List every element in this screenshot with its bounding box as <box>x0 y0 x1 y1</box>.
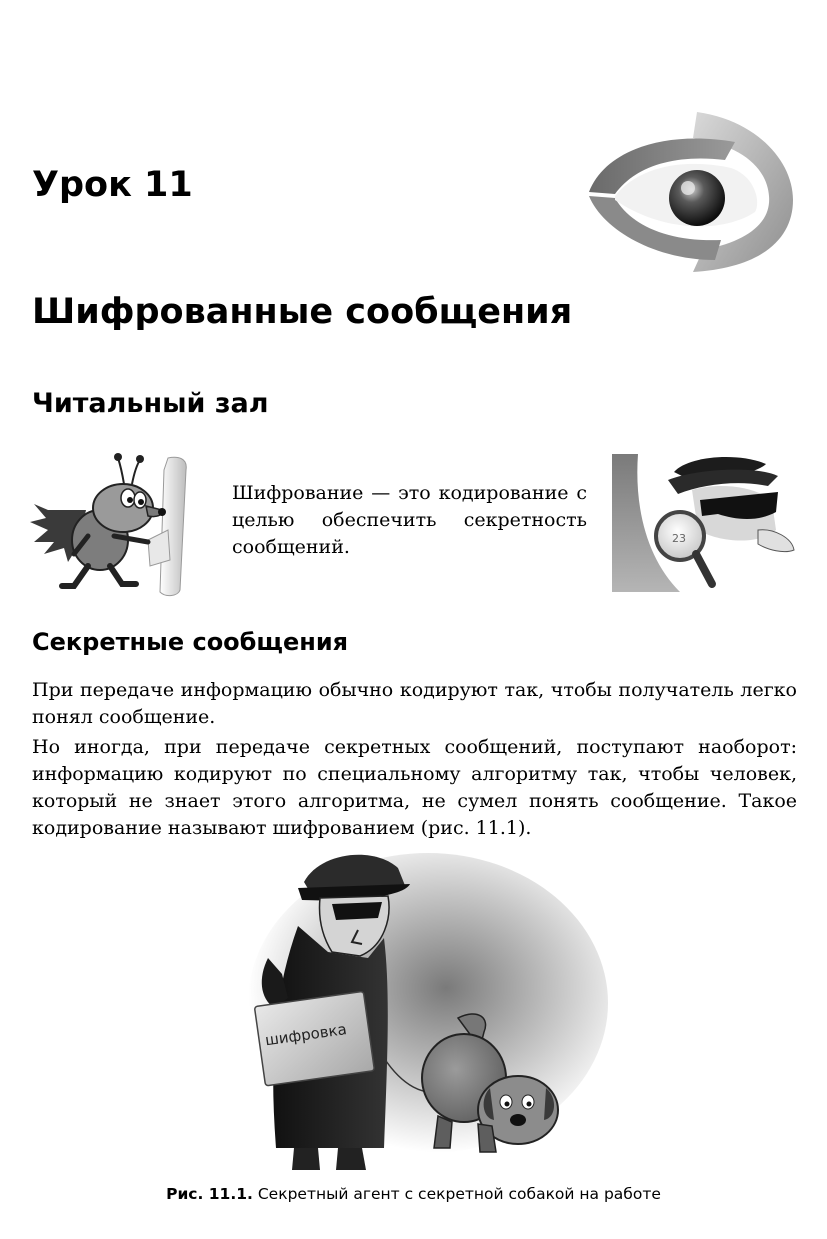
section-heading-reading-room: Читальный зал <box>32 388 269 419</box>
secret-agent-figure <box>228 848 608 1178</box>
body-paragraph: Но иногда, при передаче секретных сообщений, поступают наоборот: информацию кодируют по специальному алгоритму так, чтобы человек, который не знает этого алгоритма, не сумел понять сообщение. Такое кодирование называют шифрованием (рис. 11.1). <box>32 736 797 839</box>
body-paragraph: При передаче информацию обычно кодируют так, чтобы получатель легко понял сообщение. <box>32 679 797 728</box>
figure-caption <box>0 1185 827 1203</box>
lesson-number: Урок 11 <box>32 165 193 205</box>
magnifier-number: 23 <box>672 532 686 545</box>
folder-label: шифровка <box>263 1020 348 1050</box>
figure-caption-text: Секретный агент с секретной собакой на работе <box>257 1185 661 1203</box>
spy-magnifier-icon <box>608 450 800 595</box>
hedgehog-reader-icon <box>28 450 198 600</box>
page-title: Шифрованные сообщения <box>32 292 573 332</box>
eye-logo-icon <box>585 110 797 275</box>
figure-caption-label: Рис. 11.1. <box>166 1185 253 1203</box>
section-heading-secret-messages: Секретные сообщения <box>32 628 349 656</box>
definition-text: Шифрование — это кодирование с целью обеспечить секретность сообщений. <box>232 482 587 558</box>
